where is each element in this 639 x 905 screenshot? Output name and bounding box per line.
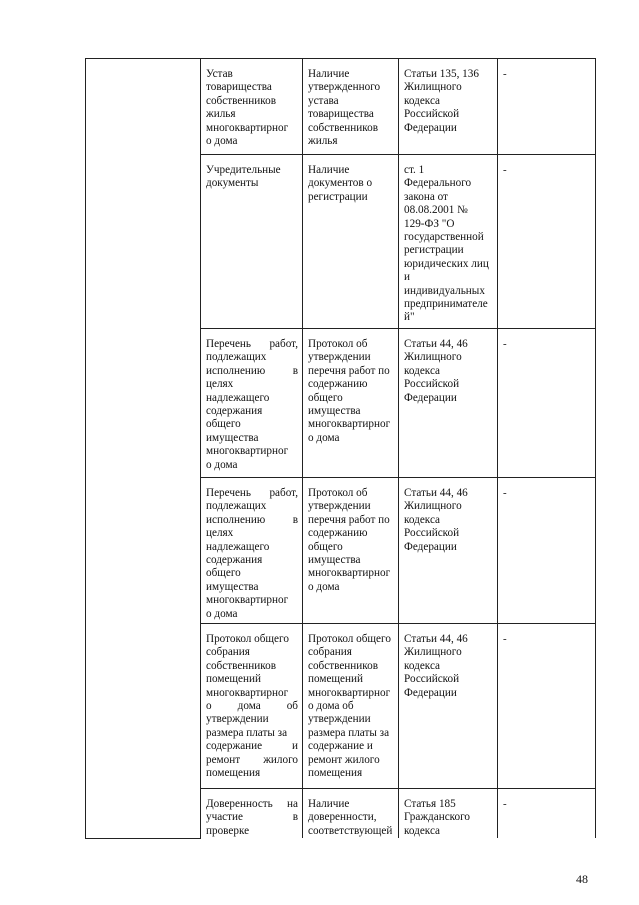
cell-line: предпринимателе xyxy=(404,298,488,311)
cell-doc xyxy=(206,338,298,472)
cell-line: ст. 1 xyxy=(404,164,425,176)
cell-line: размера платы за xyxy=(308,726,390,739)
cell-line: кодекса xyxy=(404,364,441,377)
cell-line: целях xyxy=(206,378,234,391)
cell-line: перечня работ по xyxy=(308,513,390,526)
cell-line: Наличие xyxy=(308,68,350,80)
cell-line: содержание и xyxy=(308,740,373,753)
cell-doc xyxy=(206,633,298,780)
column-rule xyxy=(200,58,201,838)
cell-line: многоквартирног xyxy=(308,686,391,699)
cell-requirement xyxy=(308,164,394,204)
cell-line: Гражданского xyxy=(404,811,471,824)
cell-line: Протокол общего xyxy=(206,633,289,645)
cell-line: Федерального xyxy=(404,177,472,190)
cell-line: собственников xyxy=(206,94,276,107)
cell-law xyxy=(404,68,493,135)
cell-line: помещений xyxy=(206,673,261,686)
cell-line: товарищества xyxy=(206,81,272,94)
cell-law xyxy=(404,487,493,554)
cell-line: жилья xyxy=(308,135,338,148)
cell-line: государственной xyxy=(404,231,484,244)
cell-line: жилья xyxy=(206,108,236,121)
cell-line: товарищества xyxy=(308,108,374,121)
cell-line: многоквартирног xyxy=(206,121,289,134)
cell-line: содержания xyxy=(206,405,263,418)
cell-line: многоквартирног xyxy=(206,594,289,607)
cell-line: содержание и xyxy=(206,740,298,753)
cell-line: соответствующей xyxy=(308,824,393,837)
column-rule xyxy=(85,58,86,838)
cell-line: имущества xyxy=(308,405,361,418)
cell-doc xyxy=(206,164,298,191)
cell-line: Российской xyxy=(404,108,460,121)
cell-line: Перечень работ, xyxy=(206,487,298,499)
cell-line: Жилищного xyxy=(404,500,462,513)
cell-line: Протокол об xyxy=(308,487,368,499)
cell-line: размера платы за xyxy=(206,726,288,739)
cell-line: Жилищного xyxy=(404,81,462,94)
cell-line: Наличие xyxy=(308,798,350,810)
cell-line: собственников xyxy=(206,659,276,672)
cell-line: Учредительные xyxy=(206,164,281,176)
cell-law xyxy=(404,633,493,700)
cell-requirement xyxy=(308,633,394,780)
cell-line: о дома xyxy=(308,580,340,593)
cell-line: закона от xyxy=(404,190,448,203)
cell-line: кодекса xyxy=(404,824,441,837)
row-rule xyxy=(200,623,596,624)
cell-note: - xyxy=(503,798,507,810)
column-rule xyxy=(302,58,303,838)
cell-line: утверждении xyxy=(308,500,371,513)
cell-requirement xyxy=(308,487,394,594)
cell-line: доверенности, xyxy=(308,811,377,824)
cell-line: содержанию xyxy=(308,378,368,391)
cell-line: общего xyxy=(308,391,343,404)
cell-line: ремонт жилого xyxy=(308,753,380,766)
cell-doc xyxy=(206,68,298,148)
cell-line: утверждении xyxy=(308,713,371,726)
row-rule xyxy=(200,477,596,478)
cell-requirement xyxy=(308,68,394,148)
cell-line: подлежащих xyxy=(206,351,267,364)
cell-line: о дома об xyxy=(206,700,298,713)
cell-line: 129-ФЗ "О xyxy=(404,217,455,230)
cell-line: собственников xyxy=(308,659,378,672)
cell-line: регистрации xyxy=(308,190,368,203)
cell-line: целях xyxy=(206,527,234,540)
column-rule xyxy=(595,58,596,838)
cell-note: - xyxy=(503,68,507,80)
cell-line: Федерации xyxy=(404,686,457,699)
cell-doc xyxy=(206,487,298,621)
cell-line: Статья 185 xyxy=(404,798,456,810)
cell-line: юридических лиц xyxy=(404,257,489,270)
cell-line: имущества xyxy=(206,580,259,593)
cell-note: - xyxy=(503,633,507,645)
cell-line: 08.08.2001 № xyxy=(404,204,468,217)
cell-note: - xyxy=(503,487,507,499)
cell-line: о дома xyxy=(206,135,238,148)
row-rule xyxy=(200,328,596,329)
cell-line: утверждении xyxy=(308,351,371,364)
cell-note: - xyxy=(503,338,507,350)
cell-line: Статьи 44, 46 xyxy=(404,633,468,645)
cell-line: и xyxy=(404,271,410,284)
cell-line: Наличие xyxy=(308,164,350,176)
cell-line: Федерации xyxy=(404,121,457,134)
cell-line: кодекса xyxy=(404,94,441,107)
cell-line: утвержденного xyxy=(308,81,381,94)
cell-line: Российской xyxy=(404,527,460,540)
cell-line: Российской xyxy=(404,673,460,686)
cell-law xyxy=(404,164,493,325)
cell-line: участие в xyxy=(206,811,298,824)
cell-line: о дома xyxy=(206,607,238,620)
cell-line: утверждении xyxy=(206,713,269,726)
cell-line: Статьи 135, 136 xyxy=(404,68,479,80)
cell-line: Статьи 44, 46 xyxy=(404,487,468,499)
row-rule xyxy=(85,838,201,839)
cell-line: индивидуальных xyxy=(404,284,485,297)
cell-line: помещений xyxy=(308,673,363,686)
cell-line: документов о xyxy=(308,177,373,190)
cell-line: многоквартирног xyxy=(206,445,289,458)
cell-line: собрания xyxy=(206,646,250,659)
cell-line: подлежащих xyxy=(206,500,267,513)
cell-line: Жилищного xyxy=(404,351,462,364)
cell-line: многоквартирног xyxy=(308,418,391,431)
cell-law xyxy=(404,338,493,405)
cell-line: кодекса xyxy=(404,513,441,526)
cell-note: - xyxy=(503,164,507,176)
cell-line: содержания xyxy=(206,554,263,567)
cell-line: исполнению в xyxy=(206,364,298,377)
cell-requirement xyxy=(308,338,394,445)
cell-line: Протокол об xyxy=(308,338,368,350)
row-rule xyxy=(200,788,596,789)
cell-line: собственников xyxy=(308,121,378,134)
row-rule xyxy=(200,154,596,155)
cell-line: Федерации xyxy=(404,540,457,553)
cell-requirement xyxy=(308,798,394,838)
cell-line: многоквартирног xyxy=(308,567,391,580)
cell-line: о дома xyxy=(308,431,340,444)
cell-line: общего xyxy=(206,567,241,580)
cell-line: содержанию xyxy=(308,527,368,540)
cell-line: кодекса xyxy=(404,659,441,672)
cell-line: общего xyxy=(308,540,343,553)
cell-line: документы xyxy=(206,177,259,190)
cell-line: Устав xyxy=(206,68,233,80)
cell-line: собрания xyxy=(308,646,352,659)
cell-line: перечня работ по xyxy=(308,364,390,377)
page-number: 48 xyxy=(576,872,588,886)
cell-line: имущества xyxy=(206,431,259,444)
cell-line: Российской xyxy=(404,378,460,391)
cell-line: ремонт жилого xyxy=(206,753,298,766)
cell-line: проверке xyxy=(206,824,250,837)
cell-line: Протокол общего xyxy=(308,633,391,645)
cell-line: помещения xyxy=(206,767,261,780)
cell-line: исполнению в xyxy=(206,513,298,526)
cell-line: Перечень работ, xyxy=(206,338,298,350)
cell-line: надлежащего xyxy=(206,391,270,404)
cell-line: устава xyxy=(308,94,339,107)
cell-law xyxy=(404,798,493,838)
cell-line: имущества xyxy=(308,554,361,567)
cell-doc xyxy=(206,798,298,838)
cell-line: о дома xyxy=(206,458,238,471)
column-rule xyxy=(497,58,498,838)
column-rule xyxy=(398,58,399,838)
cell-line: надлежащего xyxy=(206,540,270,553)
cell-line: общего xyxy=(206,418,241,431)
cell-line: й" xyxy=(404,311,415,324)
row-rule xyxy=(85,58,596,59)
cell-line: регистрации xyxy=(404,244,464,257)
cell-line: Статьи 44, 46 xyxy=(404,338,468,350)
cell-line: помещения xyxy=(308,767,363,780)
cell-line: о дома об xyxy=(308,700,354,713)
cell-line: Федерации xyxy=(404,391,457,404)
cell-line: многоквартирног xyxy=(206,686,289,699)
cell-line: Жилищного xyxy=(404,646,462,659)
cell-line: Доверенность на xyxy=(206,798,298,810)
